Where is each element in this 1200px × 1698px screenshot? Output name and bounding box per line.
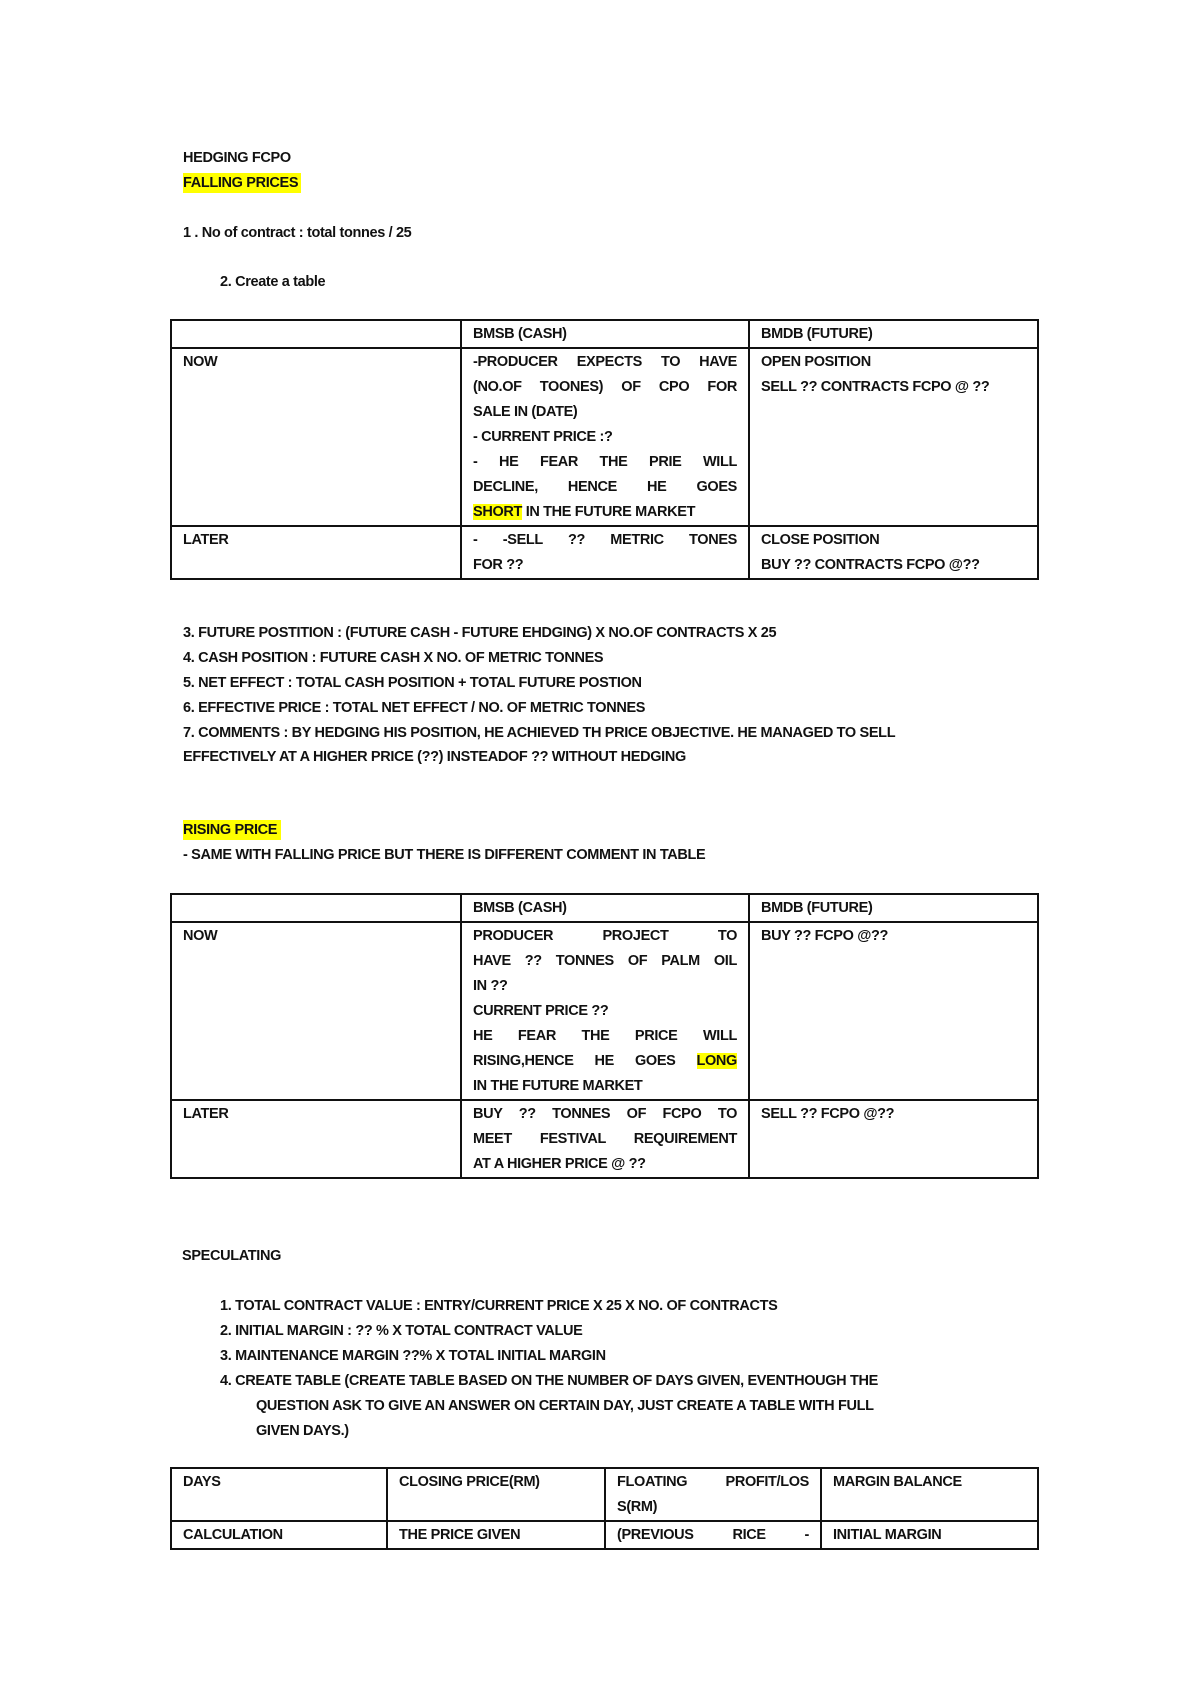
cell-line: -PRODUCER EXPECTS TO HAVE — [473, 354, 737, 370]
cell-line: HAVE ?? TONNES OF PALM OIL — [473, 953, 737, 969]
now-cash-cell — [461, 922, 749, 1100]
cell-line: S(RM) — [617, 1499, 658, 1515]
cell-line: BUY ?? TONNES OF FCPO TO — [473, 1106, 737, 1122]
cell-line: IN ?? — [473, 978, 508, 994]
cell-line: HE FEAR THE PRICE WILL — [473, 1028, 737, 1044]
cell-line: OPEN POSITION — [761, 354, 871, 370]
row-label-later: LATER — [171, 526, 461, 579]
later-cash-cell — [461, 1100, 749, 1178]
cell-line: SELL ?? FCPO @?? — [761, 1106, 895, 1122]
spec-item-2: 2. INITIAL MARGIN : ?? % X TOTAL CONTRACT VALUE — [220, 1323, 583, 1339]
spec-item-3: 3. MAINTENANCE MARGIN ??% X TOTAL INITIAL MARGIN — [220, 1348, 606, 1364]
short-highlight: SHORT — [473, 504, 523, 520]
cell-line: - CURRENT PRICE :? — [473, 429, 613, 445]
now-future-cell — [749, 922, 1038, 1100]
cell-line: CLOSE POSITION — [761, 532, 880, 548]
cell-line: FLOATING PROFIT/LOS — [617, 1474, 809, 1490]
now-cash-cell — [461, 348, 749, 526]
header-cash: BMSB (CASH) — [461, 894, 749, 922]
step-4: 4. CASH POSITION : FUTURE CASH X NO. OF METRIC TONNES — [183, 650, 604, 666]
step-1: 1 . No of contract : total tonnes / 25 — [183, 225, 412, 241]
cell-line: SELL ?? CONTRACTS FCPO @ ?? — [761, 379, 990, 395]
cell-line — [473, 1049, 737, 1074]
cell-price-given: THE PRICE GIVEN — [387, 1521, 605, 1549]
header-cash: BMSB (CASH) — [461, 320, 749, 348]
row-label-now: NOW — [171, 922, 461, 1100]
speculating-heading: SPECULATING — [182, 1248, 281, 1264]
header-floating-profit-loss — [605, 1468, 821, 1521]
cell-previous-price: (PREVIOUS RICE - — [605, 1521, 821, 1549]
step-6: 6. EFFECTIVE PRICE : TOTAL NET EFFECT / NO. OF METRIC TONNES — [183, 700, 646, 716]
step-2: 2. Create a table — [220, 274, 326, 290]
cell-line: BUY ?? CONTRACTS FCPO @?? — [761, 557, 980, 573]
row-label-later: LATER — [171, 1100, 461, 1178]
falling-price-table — [170, 319, 1039, 580]
cell-line: MEET FESTIVAL REQUIREMENT — [473, 1131, 737, 1147]
falling-prices-heading — [183, 171, 301, 196]
rising-note: - SAME WITH FALLING PRICE BUT THERE IS DIFFERENT COMMENT IN TABLE — [183, 847, 706, 863]
later-future-cell — [749, 1100, 1038, 1178]
cell-text: IN THE FUTURE MARKET — [522, 504, 696, 520]
later-future-cell — [749, 526, 1038, 579]
header-days: DAYS — [171, 1468, 387, 1521]
spec-item-4-cont: GIVEN DAYS.) — [256, 1423, 349, 1439]
header-empty — [171, 894, 461, 922]
cell-line: AT A HIGHER PRICE @ ?? — [473, 1156, 646, 1172]
step-7-cont: EFFECTIVELY AT A HIGHER PRICE (??) INSTEADOF ?? WITHOUT HEDGING — [183, 749, 686, 765]
step-5: 5. NET EFFECT : TOTAL CASH POSITION + TOTAL FUTURE POSTION — [183, 675, 642, 691]
header-empty — [171, 320, 461, 348]
cell-line: - HE FEAR THE PRIE WILL — [473, 454, 737, 470]
rising-price-table — [170, 893, 1039, 1179]
cell-calculation: CALCULATION — [171, 1521, 387, 1549]
later-cash-cell — [461, 526, 749, 579]
cell-line: - -SELL ?? METRIC TONES — [473, 532, 737, 548]
cell-line: IN THE FUTURE MARKET — [473, 1078, 643, 1094]
highlight: FALLING PRICES — [183, 173, 301, 193]
speculating-table — [170, 1467, 1039, 1550]
cell-line: SALE IN (DATE) — [473, 404, 578, 420]
step-7: 7. COMMENTS : BY HEDGING HIS POSITION, HE ACHIEVED TH PRICE OBJECTIVE. HE MANAGED TO SELL — [183, 725, 896, 741]
header-future: BMDB (FUTURE) — [749, 320, 1038, 348]
cell-text: RISING,HENCE HE GOES — [473, 1053, 697, 1069]
cell-line: PRODUCER PROJECT TO — [473, 928, 737, 944]
header-margin-balance: MARGIN BALANCE — [821, 1468, 1038, 1521]
long-highlight: LONG — [696, 1053, 737, 1069]
row-label-now: NOW — [171, 348, 461, 526]
cell-line: BUY ?? FCPO @?? — [761, 928, 889, 944]
header-closing-price: CLOSING PRICE(RM) — [387, 1468, 605, 1521]
doc-title: HEDGING FCPO — [183, 150, 291, 166]
rising-price-heading — [183, 818, 281, 843]
now-future-cell — [749, 348, 1038, 526]
cell-line: DECLINE, HENCE HE GOES — [473, 479, 737, 495]
cell-line: CURRENT PRICE ?? — [473, 1003, 609, 1019]
spec-item-4-cont: QUESTION ASK TO GIVE AN ANSWER ON CERTAIN DAY, JUST CREATE A TABLE WITH FULL — [256, 1398, 874, 1414]
highlight: RISING PRICE — [183, 820, 281, 840]
cell-line — [473, 500, 737, 525]
cell-initial-margin: INITIAL MARGIN — [821, 1521, 1038, 1549]
spec-item-1: 1. TOTAL CONTRACT VALUE : ENTRY/CURRENT PRICE X 25 X NO. OF CONTRACTS — [220, 1298, 778, 1314]
header-future: BMDB (FUTURE) — [749, 894, 1038, 922]
cell-line: FOR ?? — [473, 557, 524, 573]
spec-item-4: 4. CREATE TABLE (CREATE TABLE BASED ON THE NUMBER OF DAYS GIVEN, EVENTHOUGH THE — [220, 1373, 878, 1389]
cell-line: (NO.OF TOONES) OF CPO FOR — [473, 379, 737, 395]
step-3: 3. FUTURE POSTITION : (FUTURE CASH - FUTURE EHDGING) X NO.OF CONTRACTS X 25 — [183, 625, 777, 641]
